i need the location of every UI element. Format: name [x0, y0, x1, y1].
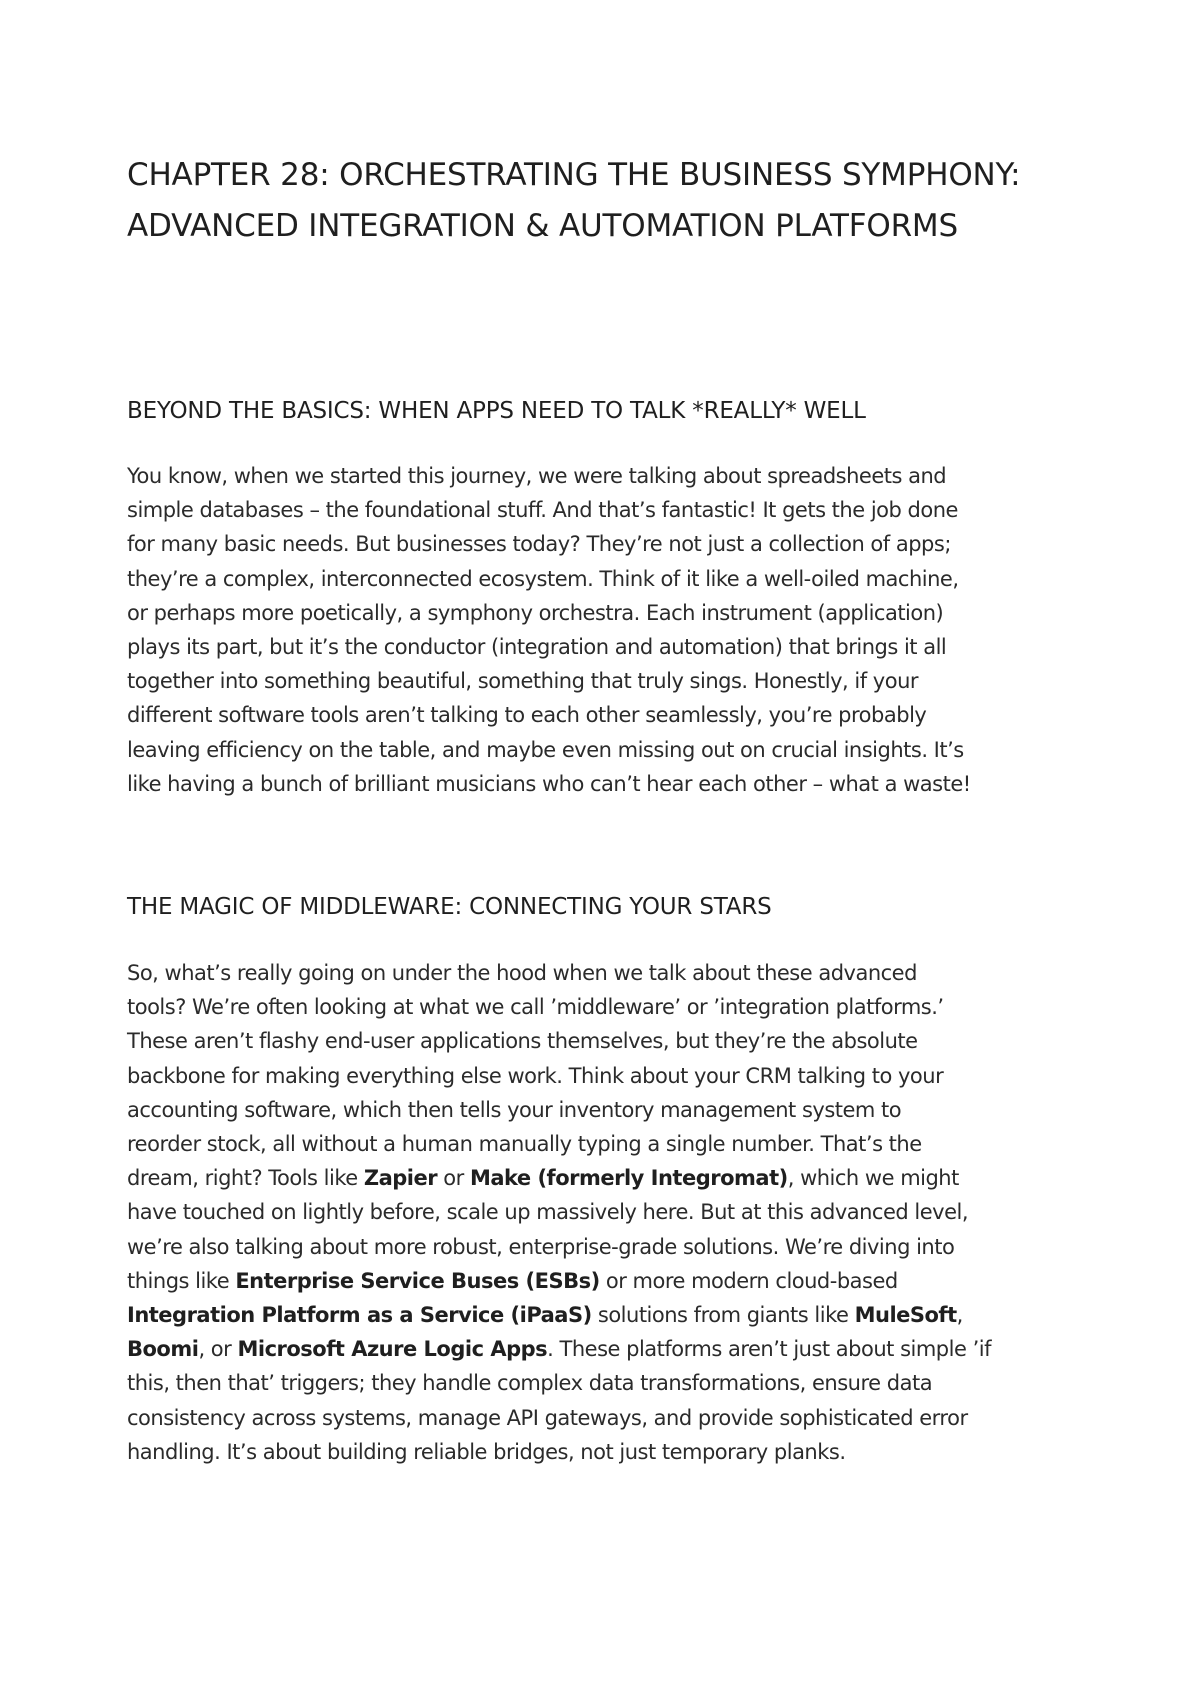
bold-term-esb: Enterprise Service Buses (ESBs): [235, 1268, 600, 1293]
section-heading-middleware: THE MAGIC OF MIDDLEWARE: CONNECTING YOUR STARS: [127, 894, 772, 920]
text-line: plays its part, but it’s the conductor (integration and automation) that brings it all: [127, 635, 947, 660]
bold-term-ipaas: Integration Platform as a Service (iPaaS): [127, 1303, 592, 1328]
text-line: for many basic needs. But businesses today? They’re not just a collection of apps;: [127, 532, 951, 557]
bold-term-boomi: Boomi: [127, 1337, 199, 1362]
text-segment: solutions from giants like: [591, 1303, 855, 1328]
text-line: handling. It’s about building reliable bridges, not just temporary planks.: [127, 1439, 846, 1464]
bold-term-azure-logic-apps: Microsoft Azure Logic Apps: [237, 1337, 548, 1362]
text-line: this, then that’ triggers; they handle complex data transformations, ensure data: [127, 1371, 933, 1396]
text-line: You know, when we started this journey, we were talking about spreadsheets and: [127, 464, 947, 488]
text-line: leaving efficiency on the table, and maybe even missing out on crucial insights. It’s: [127, 737, 964, 762]
paragraph-middleware: [127, 956, 1082, 1469]
text-line: together into something beautiful, something that truly sings. Honestly, if your: [127, 669, 919, 694]
text-line: These aren’t flashy end-user applications themselves, but they’re the absolute: [127, 1029, 918, 1054]
text-line: accounting software, which then tells your inventory management system to: [127, 1097, 902, 1122]
text-line: consistency across systems, manage API gateways, and provide sophisticated error: [127, 1405, 968, 1430]
text-segment: . These platforms aren’t just about simple ’if: [547, 1337, 991, 1362]
text-line: have touched on lightly before, scale up massively here. But at this advanced level,: [127, 1200, 969, 1225]
text-segment: , or: [198, 1337, 238, 1362]
text-line: or perhaps more poetically, a symphony orchestra. Each instrument (application): [127, 600, 944, 625]
text-line: simple databases – the foundational stuff. And that’s fantastic! It gets the job done: [127, 498, 958, 523]
text-line: different software tools aren’t talking to each other seamlessly, you’re probably: [127, 703, 927, 728]
bold-term-zapier: Zapier: [363, 1166, 438, 1191]
section-heading-beyond-basics: BEYOND THE BASICS: WHEN APPS NEED TO TALK *REALLY* WELL: [127, 398, 866, 424]
text-segment: , which we might: [787, 1166, 959, 1191]
text-segment: things like: [127, 1268, 236, 1293]
bold-term-make: Make (formerly Integromat): [469, 1166, 788, 1191]
text-segment: or more modern cloud-based: [599, 1268, 898, 1293]
text-line: tools? We’re often looking at what we call ’middleware’ or ’integration platforms.’: [127, 995, 944, 1020]
text-segment: dream, right? Tools like: [127, 1166, 364, 1191]
text-line: we’re also talking about more robust, enterprise-grade solutions. We’re diving into: [127, 1234, 955, 1259]
text-line: like having a bunch of brilliant musicians who can’t hear each other – what a waste!: [127, 771, 971, 796]
paragraph-beyond-basics: [127, 459, 1082, 801]
text-line: backbone for making everything else work. Think about your CRM talking to your: [127, 1063, 944, 1088]
bold-term-mulesoft: MuleSoft: [854, 1303, 957, 1328]
text-segment: or: [437, 1166, 470, 1191]
text-line: reorder stock, all without a human manually typing a single number. That’s the: [127, 1132, 922, 1157]
text-line: they’re a complex, interconnected ecosystem. Think of it like a well-oiled machine,: [127, 566, 959, 591]
text-line: So, what’s really going on under the hood when we talk about these advanced: [127, 961, 917, 985]
chapter-title: CHAPTER 28: ORCHESTRATING THE BUSINESS SYMPHONY: ADVANCED INTEGRATION & AUTOMATION PLATFORMS: [127, 157, 1021, 244]
text-segment: ,: [956, 1303, 963, 1328]
